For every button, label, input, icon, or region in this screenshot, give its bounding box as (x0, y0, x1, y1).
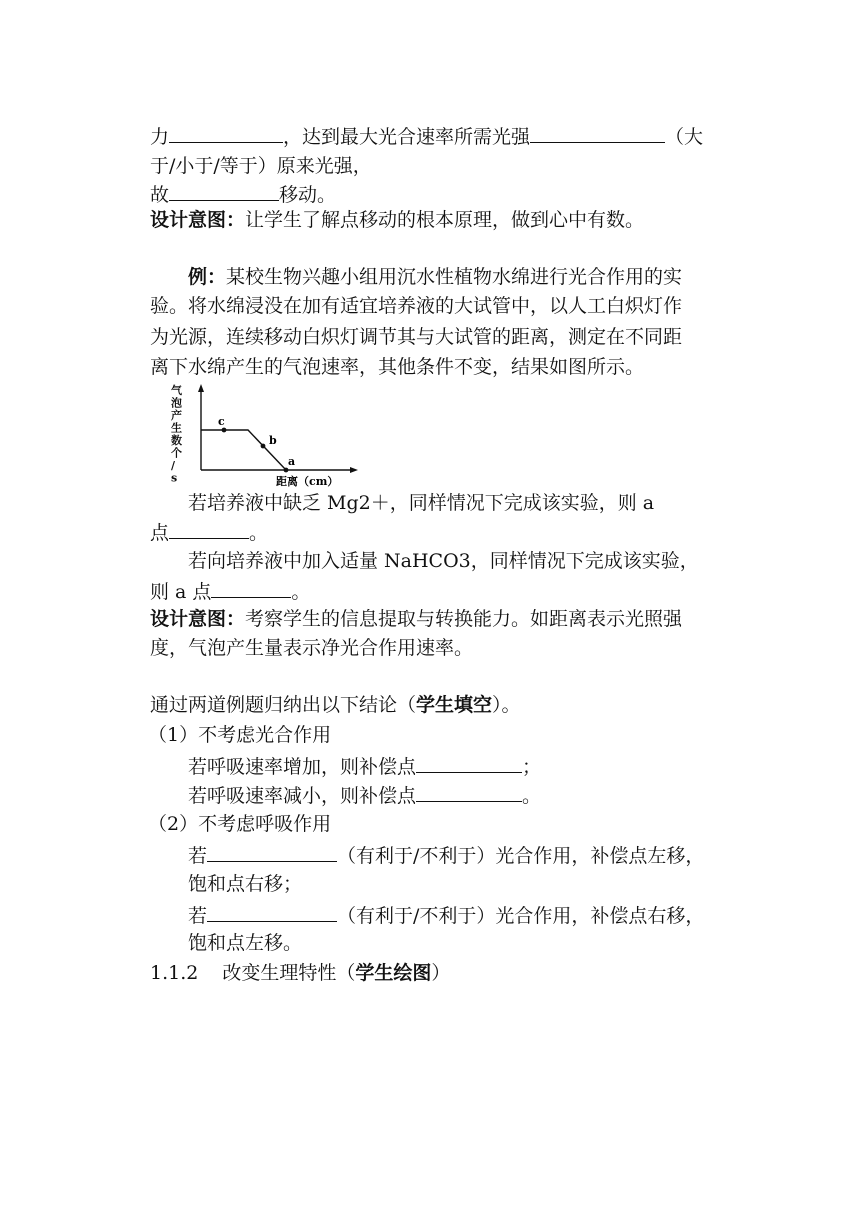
answer-blank (211, 577, 291, 598)
y-axis-label (170, 384, 183, 485)
design-intent-line: 设计意图：让学生了解点移动的根本原理，做到心中有数。 (150, 209, 645, 231)
summary-line: 饱和点右移； (188, 873, 303, 895)
y-axis-label-char: 泡 (171, 396, 182, 410)
point-b (261, 444, 266, 449)
x-axis-label: 距离（cm） (276, 475, 339, 488)
answer-blank (416, 752, 522, 773)
design-intent-line: 设计意图：考察学生的信息提取与转换能力。如距离表示光照强 (150, 608, 683, 630)
y-axis-label-char: 生 (171, 421, 182, 435)
answer-blank (530, 122, 665, 143)
summary-line: 若 （有利于/不利于）光合作用，补偿点左移， (188, 841, 704, 869)
question-line: 若向培养液中加入适量 NaHCO3，同样情况下完成该实验， (188, 550, 699, 572)
answer-blank (207, 841, 337, 862)
question-line: 点 。 (150, 518, 268, 546)
question-line: 则 a 点 。 (150, 577, 310, 605)
point-c (222, 428, 227, 433)
example-line: 例：某校生物兴趣小组用沉水性植物水绵进行光合作用的实 (188, 266, 683, 288)
answer-blank (169, 122, 283, 143)
example-line: 为光源，连续移动白炽灯调节其与大试管的距离，测定在不同距 (150, 326, 683, 348)
bubble-rate-graph (168, 384, 364, 492)
y-axis-label-char: 气 (171, 384, 182, 397)
summary-line: 饱和点左移。 (188, 932, 303, 954)
summary-heading-2: （2）不考虑呼吸作用 (148, 813, 332, 835)
answer-blank (416, 781, 522, 802)
y-axis-label-char: 数 (171, 434, 182, 447)
text-line: 于/小于/等于）原来光强， (150, 155, 372, 177)
text-line: 力 ，达到最大光合速率所需光强 （大 (150, 122, 703, 150)
summary-line: 若呼吸速率增加，则补偿点 ； (188, 752, 541, 780)
summary-intro: 通过两道例题归纳出以下结论（学生填空）。 (150, 694, 521, 716)
summary-line: 若 （有利于/不利于）光合作用，补偿点右移， (188, 901, 704, 929)
answer-blank (169, 518, 249, 539)
x-axis-arrow (350, 467, 358, 473)
y-axis-label-char: s (171, 471, 178, 485)
answer-blank (169, 180, 279, 201)
example-line: 验。将水绵浸没在加有适宜培养液的大试管中，以人工白炽灯作 (150, 295, 683, 317)
example-line: 离下水绵产生的气泡速率，其他条件不变，结果如图所示。 (150, 356, 645, 378)
y-axis-label-char: 个 (171, 446, 182, 460)
y-axis-arrow (198, 384, 204, 392)
y-axis-label-char: 产 (171, 409, 182, 422)
point-a-label: a (288, 455, 296, 468)
point-a (284, 468, 289, 473)
y-axis-label-char: / (171, 459, 176, 472)
summary-heading-1: （1）不考虑光合作用 (148, 724, 332, 746)
section-heading: 1.1.2 改变生理特性（学生绘图） (150, 962, 451, 984)
question-line: 若培养液中缺乏 Mg2＋，同样情况下完成该实验，则 a (188, 492, 655, 514)
answer-blank (207, 901, 337, 922)
text-line: 故 移动。 (150, 180, 336, 208)
summary-line: 若呼吸速率减小，则补偿点 。 (188, 781, 541, 809)
point-b-label: b (269, 434, 277, 447)
design-intent-line: 度，气泡产生量表示净光合作用速率。 (150, 637, 474, 659)
point-c-label: c (218, 415, 225, 428)
